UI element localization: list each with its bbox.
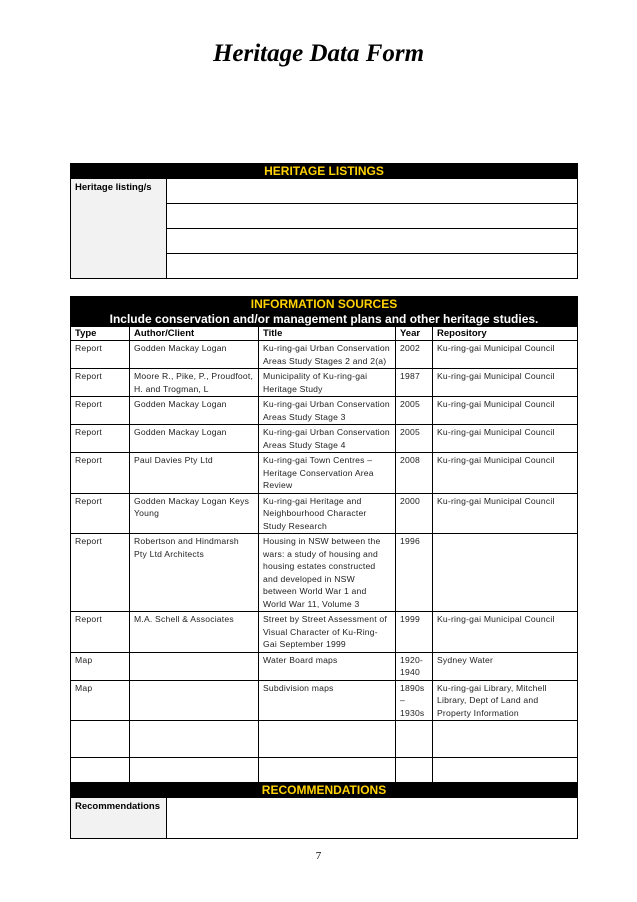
repository-cell: Ku-ring-gai Library, Mitchell Library, Dept of Land and Property Information (433, 680, 578, 721)
type-cell: Report (71, 397, 130, 425)
year-cell: 1890s – 1930s (396, 680, 433, 721)
type-cell: Report (71, 612, 130, 653)
title-cell: Ku-ring-gai Urban Conservation Areas Study Stages 2 and 2(a) (259, 341, 396, 369)
author-cell: Paul Davies Pty Ltd (130, 453, 259, 494)
table-row (71, 341, 578, 369)
author-cell: Godden Mackay Logan Keys Young (130, 493, 259, 534)
recommendations-table (70, 782, 578, 839)
type-cell: Report (71, 341, 130, 369)
table-row (71, 534, 578, 612)
year-cell: 1999 (396, 612, 433, 653)
repository-cell: Ku-ring-gai Municipal Council (433, 369, 578, 397)
title-cell: Ku-ring-gai Urban Conservation Areas Study Stage 3 (259, 397, 396, 425)
author-cell: Moore R., Pike, P., Proudfoot, H. and Trogman, L (130, 369, 259, 397)
table-row (71, 493, 578, 534)
type-cell: Report (71, 534, 130, 612)
year-cell: 2000 (396, 493, 433, 534)
type-cell: Map (71, 680, 130, 721)
title-cell: Ku-ring-gai Town Centres – Heritage Conservation Area Review (259, 453, 396, 494)
table-row (71, 680, 578, 721)
author-cell: M.A. Schell & Associates (130, 612, 259, 653)
author-cell (130, 652, 259, 680)
recommendations-field[interactable] (167, 798, 578, 839)
title-cell: Housing in NSW between the wars: a study of housing and housing estates constructed and developed in NSW between World War 1 and World War 11, Volume 3 (259, 534, 396, 612)
author-cell: Godden Mackay Logan (130, 341, 259, 369)
repository-cell: Ku-ring-gai Municipal Council (433, 612, 578, 653)
year-cell: 2008 (396, 453, 433, 494)
column-header-repository: Repository (433, 327, 578, 341)
type-cell: Report (71, 369, 130, 397)
empty-cell[interactable] (396, 721, 433, 758)
repository-cell: Ku-ring-gai Municipal Council (433, 425, 578, 453)
heritage-listing-field-3[interactable] (167, 229, 578, 254)
author-cell: Robertson and Hindmarsh Pty Ltd Architects (130, 534, 259, 612)
repository-cell: Ku-ring-gai Municipal Council (433, 397, 578, 425)
title-cell: Ku-ring-gai Urban Conservation Areas Study Stage 4 (259, 425, 396, 453)
repository-cell: Ku-ring-gai Municipal Council (433, 341, 578, 369)
title-cell: Ku-ring-gai Heritage and Neighbourhood Character Study Research (259, 493, 396, 534)
year-cell: 2005 (396, 425, 433, 453)
recommendations-header: RECOMMENDATIONS (71, 783, 578, 798)
table-row (71, 652, 578, 680)
empty-cell[interactable] (130, 721, 259, 758)
repository-cell: Sydney Water (433, 652, 578, 680)
year-cell: 1996 (396, 534, 433, 612)
table-row (71, 612, 578, 653)
type-cell: Report (71, 453, 130, 494)
type-cell: Report (71, 425, 130, 453)
heritage-listing-field-1[interactable] (167, 179, 578, 204)
column-header-type: Type (71, 327, 130, 341)
table-row (71, 425, 578, 453)
heritage-listing-label: Heritage listing/s (71, 179, 167, 279)
repository-cell (433, 534, 578, 612)
year-cell: 1987 (396, 369, 433, 397)
column-header-year: Year (396, 327, 433, 341)
source-rows (71, 341, 578, 721)
empty-cell[interactable] (259, 721, 396, 758)
repository-cell: Ku-ring-gai Municipal Council (433, 493, 578, 534)
year-cell: 2002 (396, 341, 433, 369)
information-sources-header: INFORMATION SOURCES (71, 297, 578, 312)
table-row (71, 369, 578, 397)
column-header-title: Title (259, 327, 396, 341)
page-title: Heritage Data Form (212, 40, 425, 67)
title-cell: Street by Street Assessment of Visual Character of Ku-Ring-Gai September 1999 (259, 612, 396, 653)
column-header-row (71, 327, 578, 341)
table-row (71, 397, 578, 425)
empty-row-1 (71, 721, 578, 758)
heritage-listings-table (70, 163, 578, 279)
type-cell: Map (71, 652, 130, 680)
heritage-listings-header: HERITAGE LISTINGS (71, 164, 578, 179)
page-number: 7 (315, 850, 322, 862)
table-row (71, 453, 578, 494)
empty-cell[interactable] (433, 721, 578, 758)
repository-cell: Ku-ring-gai Municipal Council (433, 453, 578, 494)
author-cell: Godden Mackay Logan (130, 397, 259, 425)
column-header-author: Author/Client (130, 327, 259, 341)
type-cell: Report (71, 493, 130, 534)
year-cell: 2005 (396, 397, 433, 425)
title-cell: Water Board maps (259, 652, 396, 680)
author-cell: Godden Mackay Logan (130, 425, 259, 453)
author-cell (130, 680, 259, 721)
empty-cell[interactable] (71, 721, 130, 758)
heritage-listing-field-4[interactable] (167, 254, 578, 279)
recommendations-label: Recommendations (71, 798, 167, 839)
title-cell: Municipality of Ku-ring-gai Heritage Study (259, 369, 396, 397)
title-cell: Subdivision maps (259, 680, 396, 721)
year-cell: 1920-1940 (396, 652, 433, 680)
heritage-listing-field-2[interactable] (167, 204, 578, 229)
information-sources-table (70, 296, 578, 795)
information-sources-subheader: Include conservation and/or management plans and other heritage studies. (71, 312, 578, 327)
